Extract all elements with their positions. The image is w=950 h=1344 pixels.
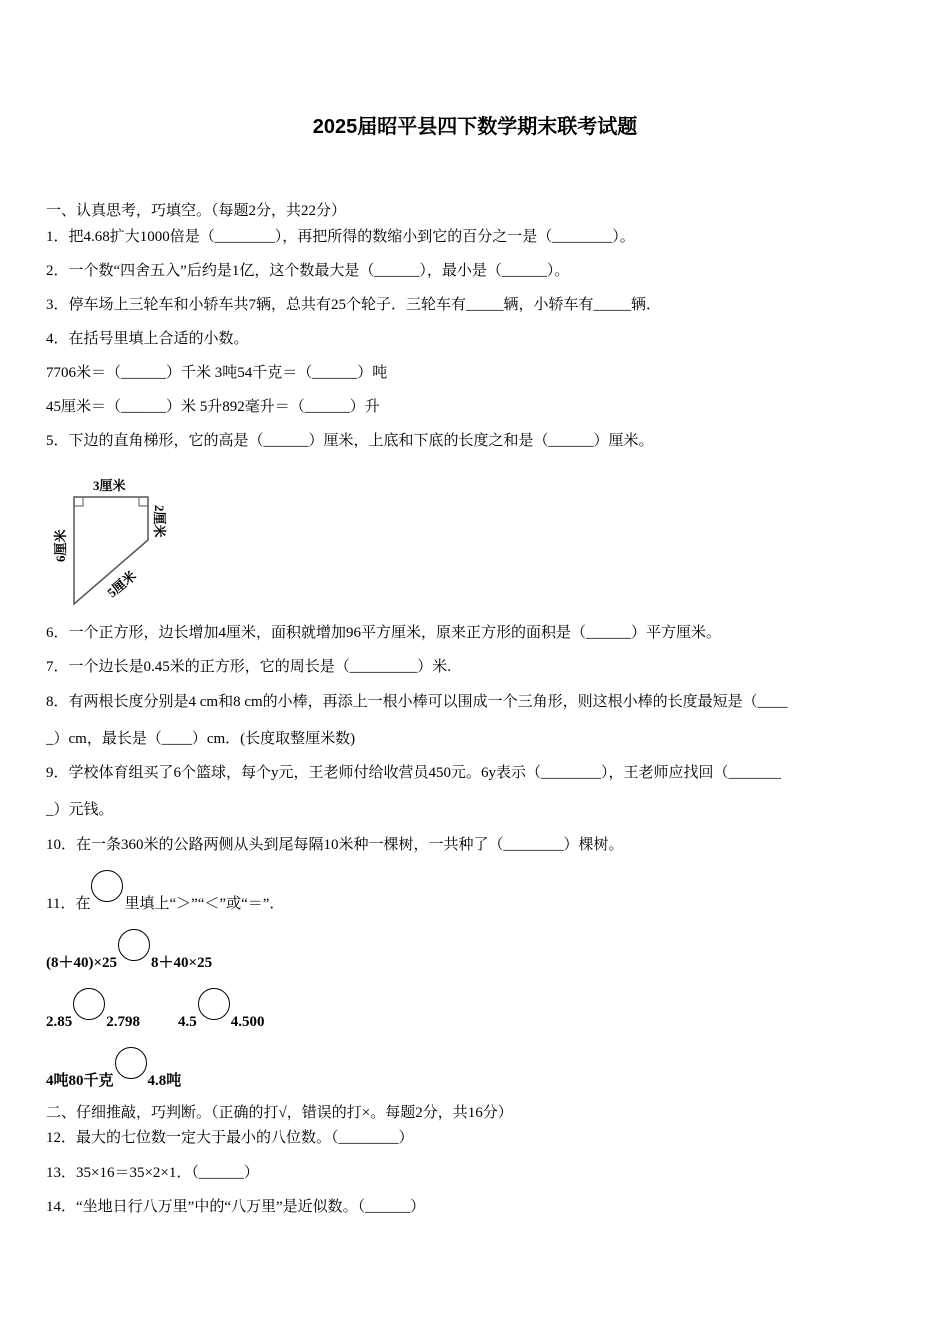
answer-circle-icon <box>91 870 123 902</box>
question-1: 1．把4.68扩大1000倍是（________），再把所得的数缩小到它的百分之一是（________）。 <box>46 229 635 245</box>
compare-4-circle-icon[interactable] <box>115 1047 147 1079</box>
compare-3-circle-icon[interactable] <box>198 988 230 1020</box>
question-11 <box>46 880 284 914</box>
question-5: 5．下边的直角梯形，它的高是（______）厘米，上底和下底的长度之和是（______）厘米。 <box>46 433 654 449</box>
compare-4-right: 4.8吨 <box>147 1073 182 1089</box>
compare-4-left: 4吨80千克 <box>46 1073 114 1089</box>
compare-1-circle-icon[interactable] <box>118 929 150 961</box>
trapezoid-figure <box>40 470 180 615</box>
question-11-suffix: 里填上“＞”“＜”或“＝”． <box>124 896 285 912</box>
compare-1-right: 8＋40×25 <box>151 955 213 971</box>
compare-2-right: 2.798 <box>106 1014 140 1030</box>
compare-3-left: 4.5 <box>178 1014 197 1030</box>
question-6: 6．一个正方形，边长增加4厘米，面积就增加96平方厘米，原来正方形的面积是（______）平方厘米。 <box>46 625 722 641</box>
question-13: 13．35×16＝35×2×1．（______） <box>46 1165 259 1181</box>
question-14: 14．“坐地日行八万里”中的“八万里”是近似数。（______） <box>46 1199 426 1215</box>
question-11-prefix: 11．在 <box>46 896 91 912</box>
compare-row-3 <box>46 1057 181 1091</box>
question-9-line-2: _）元钱。 <box>46 802 114 818</box>
top-side-label: 3厘米 <box>93 478 126 493</box>
compare-3-right: 4.500 <box>230 1014 265 1030</box>
right-angle-mark-right <box>139 497 148 506</box>
compare-row-1 <box>46 939 212 973</box>
compare-row-2b <box>178 998 265 1032</box>
question-12: 12．最大的七位数一定大于最小的八位数。（________） <box>46 1130 414 1146</box>
section1-heading: 一、认真思考，巧填空。（每题2分，共22分） <box>46 203 347 219</box>
question-4-line-1: 7706米＝（______）千米 3吨54千克＝（______）吨 <box>46 365 388 381</box>
section2-heading: 二、仔细推敲，巧判断。（正确的打√，错误的打×。每题2分，共16分） <box>46 1105 513 1121</box>
question-8-line-2: _）cm，最长是（____）cm．(长度取整厘米数) <box>46 731 356 747</box>
question-7: 7．一个边长是0.45米的正方形，它的周长是（_________）米. <box>46 659 452 675</box>
question-4: 4．在括号里填上合适的小数。 <box>46 331 249 347</box>
question-9-line-1: 9．学校体育组买了6个篮球，每个y元，王老师付给收营员450元。6y表示（________），王老师应找回（_______ <box>46 765 782 781</box>
question-2: 2．一个数“四舍五入”后约是1亿，这个数最大是（______），最小是（______）。 <box>46 263 570 279</box>
compare-1-left: (8＋40)×25 <box>46 955 118 971</box>
left-side-label: 6厘米 <box>53 529 68 562</box>
question-4-line-2: 45厘米＝（______）米 5升892毫升＝（______）升 <box>46 399 380 415</box>
question-8-line-1: 8．有两根长度分别是4 cm和8 cm的小棒，再添上一根小棒可以围成一个三角形，则这根小棒的长度最短是（____ <box>46 694 788 710</box>
question-10: 10．在一条360米的公路两侧从头到尾每隔10米种一棵树，一共种了（________）棵树。 <box>46 837 624 853</box>
compare-2-left: 2.85 <box>46 1014 73 1030</box>
compare-row-2 <box>46 998 140 1032</box>
question-3: 3．停车场上三轮车和小轿车共7辆，总共有25个轮子．三轮车有_____辆，小轿车有_____辆． <box>46 297 662 313</box>
right-angle-mark-left <box>74 497 83 506</box>
page-title: 2025届昭平县四下数学期末联考试题 <box>312 116 638 138</box>
right-side-label: 2厘米 <box>152 505 167 538</box>
compare-2-circle-icon[interactable] <box>73 988 105 1020</box>
slant-side-label: 5厘米 <box>104 567 139 601</box>
